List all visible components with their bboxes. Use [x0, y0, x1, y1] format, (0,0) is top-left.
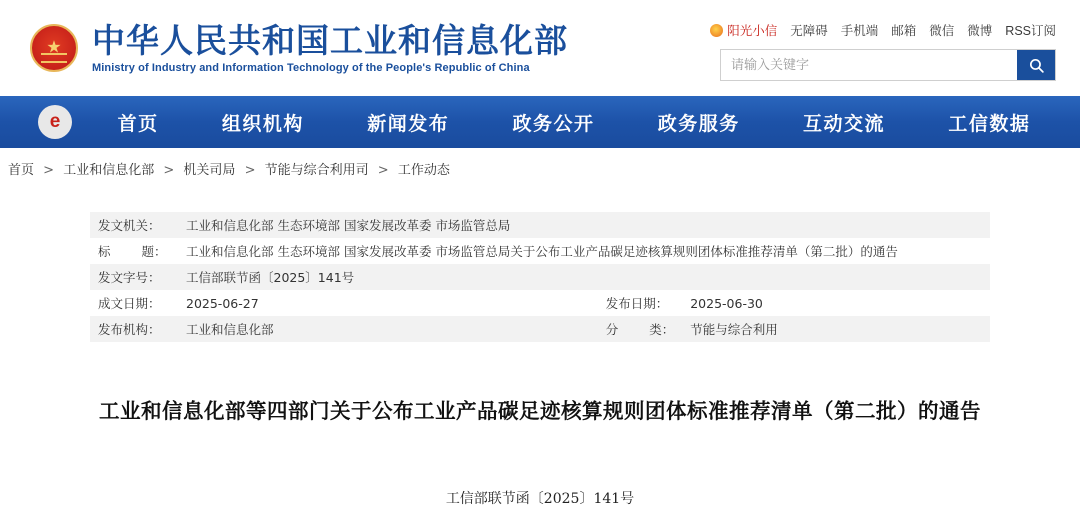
site-title-en: Ministry of Industry and Information Technology of the People's Republic of China	[92, 61, 530, 74]
breadcrumb-item-1[interactable]: 工业和信息化部	[63, 163, 155, 178]
top-link-accessibility[interactable]: 无障碍	[790, 24, 828, 38]
main-nav	[0, 96, 1080, 148]
nav-item-home[interactable]: 首页	[117, 112, 159, 135]
document-meta-table	[90, 212, 990, 342]
search-button[interactable]	[1017, 50, 1055, 80]
table-row	[90, 316, 990, 342]
document-number: 工信部联节函〔2025〕141号	[445, 491, 635, 507]
site-header	[0, 0, 1080, 96]
meta-label-issuing-agency: 发文机关：	[98, 218, 161, 233]
top-link-wechat[interactable]: 微信	[929, 24, 955, 38]
meta-label-publish-date: 发布日期：	[605, 296, 669, 311]
meta-label-category-text: 分类	[605, 322, 662, 337]
nav-item-organization[interactable]: 组织机构	[221, 112, 304, 135]
breadcrumb-separator-3: >	[377, 163, 389, 178]
breadcrumb-item-3[interactable]: 节能与综合利用司	[264, 163, 369, 178]
nav-item-data[interactable]: 工信数据	[948, 112, 1031, 135]
page-title: 工业和信息化部等四部门关于公布工业产品碳足迹核算规则团体标准推荐清单（第二批）的通告	[99, 399, 981, 423]
meta-label-publisher: 发布机构：	[98, 322, 161, 337]
document-body	[0, 212, 1080, 508]
top-links	[710, 21, 1056, 39]
national-emblem-icon	[30, 24, 78, 72]
meta-label-title-text: 标题	[98, 244, 154, 259]
meta-value-issuing-agency: 工业和信息化部 生态环境部 国家发展改革委 市场监管总局	[186, 218, 511, 233]
table-row	[90, 212, 990, 238]
meta-value-title: 工业和信息化部 生态环境部 国家发展改革委 市场监管总局关于公布工业产品碳足迹核算规则团体标准推荐清单（第二批）的通告	[186, 244, 898, 259]
nav-logo-icon[interactable]: e	[38, 105, 72, 139]
breadcrumb-separator-1: >	[163, 163, 175, 178]
breadcrumb	[0, 148, 1080, 188]
meta-label-title: 标题：	[98, 244, 167, 259]
meta-value-publish-date: 2025-06-30	[690, 295, 763, 311]
breadcrumb-item-4[interactable]: 工作动态	[397, 163, 450, 178]
meta-value-category: 节能与综合利用	[690, 322, 778, 337]
site-brand[interactable]	[30, 22, 568, 74]
top-link-weibo[interactable]: 微博	[967, 24, 993, 38]
table-row	[90, 290, 990, 316]
breadcrumb-item-0[interactable]: 首页	[8, 163, 35, 178]
meta-value-publisher: 工业和信息化部	[186, 322, 274, 337]
meta-value-written-date: 2025-06-27	[186, 295, 259, 311]
nav-item-government-affairs[interactable]: 政务公开	[512, 112, 595, 135]
brand-text	[92, 22, 568, 74]
top-link-label-0: 阳光小信	[727, 24, 778, 38]
meta-label-category: 分类：	[605, 322, 675, 337]
search-bar	[720, 49, 1056, 81]
top-link-mobile[interactable]: 手机端	[840, 24, 879, 38]
header-right	[710, 15, 1056, 81]
breadcrumb-separator-2: >	[244, 163, 256, 178]
sun-icon	[710, 24, 723, 37]
meta-value-document-number: 工信部联节函〔2025〕141号	[186, 270, 355, 285]
meta-label-written-date: 成文日期：	[98, 296, 161, 311]
meta-label-document-number: 发文字号：	[98, 270, 161, 285]
table-row	[90, 264, 990, 290]
breadcrumb-separator-0: >	[43, 163, 55, 178]
nav-item-interaction[interactable]: 互动交流	[803, 112, 886, 135]
top-link-sunshine[interactable]	[710, 21, 777, 39]
nav-item-news[interactable]: 新闻发布	[367, 112, 450, 135]
site-title-cn: 中华人民共和国工业和信息化部	[92, 21, 568, 61]
search-input[interactable]	[721, 50, 1017, 80]
nav-item-government-services[interactable]: 政务服务	[657, 112, 740, 135]
search-icon	[1028, 57, 1045, 74]
breadcrumb-item-2[interactable]: 机关司局	[183, 163, 236, 178]
top-link-rss[interactable]: RSS订阅	[1005, 24, 1056, 38]
top-link-email[interactable]: 邮箱	[891, 24, 917, 38]
table-row	[90, 238, 990, 264]
nav-items	[86, 109, 1062, 136]
